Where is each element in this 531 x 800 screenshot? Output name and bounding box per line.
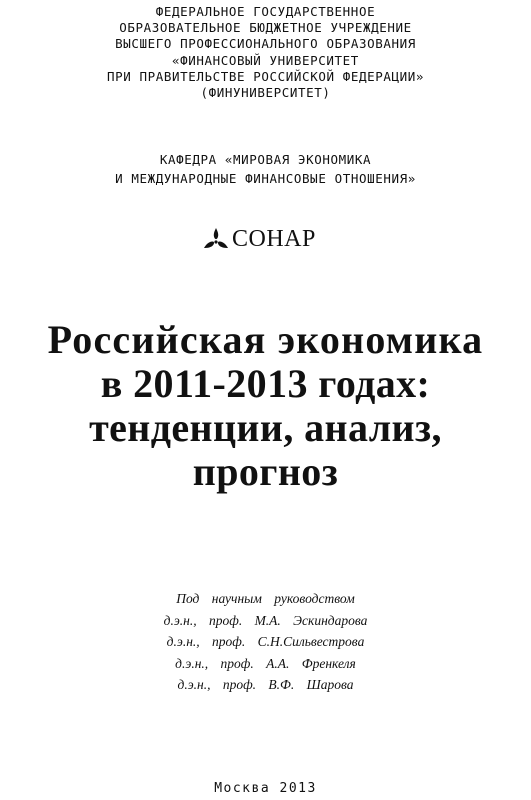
institution-line: ВЫСШЕГО ПРОФЕССИОНАЛЬНОГО ОБРАЗОВАНИЯ: [115, 36, 416, 52]
editors-line: д.э.н., проф. С.Н.Сильвестрова: [166, 634, 365, 649]
department-line: И МЕЖДУНАРОДНЫЕ ФИНАНСОВЫЕ ОТНОШЕНИЯ»: [115, 171, 416, 186]
sonar-logo-icon: [202, 227, 230, 251]
title-line: тенденции, анализ,: [89, 405, 442, 450]
book-title: [0, 318, 531, 494]
editors-line: д.э.н., проф. А.А. Френкеля: [175, 655, 356, 671]
department-line: КАФЕДРА «МИРОВАЯ ЭКОНОМИКА: [159, 152, 372, 167]
editors-block: [0, 588, 531, 696]
city-year: Москва 2013: [214, 781, 317, 796]
institution-line: ПРИ ПРАВИТЕЛЬСТВЕ РОССИЙСКОЙ ФЕДЕРАЦИИ»: [107, 68, 424, 84]
institution-line: «ФИНАНСОВЫЙ УНИВЕРСИТЕТ: [172, 52, 359, 68]
editors-line: д.э.н., проф. М.А. Эскиндарова: [163, 612, 368, 628]
editors-line: д.э.н., проф. В.Ф. Шарова: [177, 677, 354, 692]
title-line: Российская экономика: [47, 317, 484, 362]
institution-line: ФЕДЕРАЛЬНОЕ ГОСУДАРСТВЕННОЕ: [155, 4, 376, 19]
publisher-mark: [202, 224, 316, 254]
institution-block: [0, 4, 531, 101]
title-line: в 2011-2013 годах:: [100, 361, 431, 406]
institution-line: (ФИНУНИВЕРСИТЕТ): [200, 85, 331, 101]
institution-line: ОБРАЗОВАТЕЛЬНОЕ БЮДЖЕТНОЕ УЧРЕЖДЕНИЕ: [119, 20, 412, 36]
title-line: прогноз: [192, 449, 339, 494]
publisher-name: СОНАР: [232, 225, 316, 252]
editors-line: Под научным руководством: [176, 591, 355, 606]
department-block: [0, 150, 531, 188]
